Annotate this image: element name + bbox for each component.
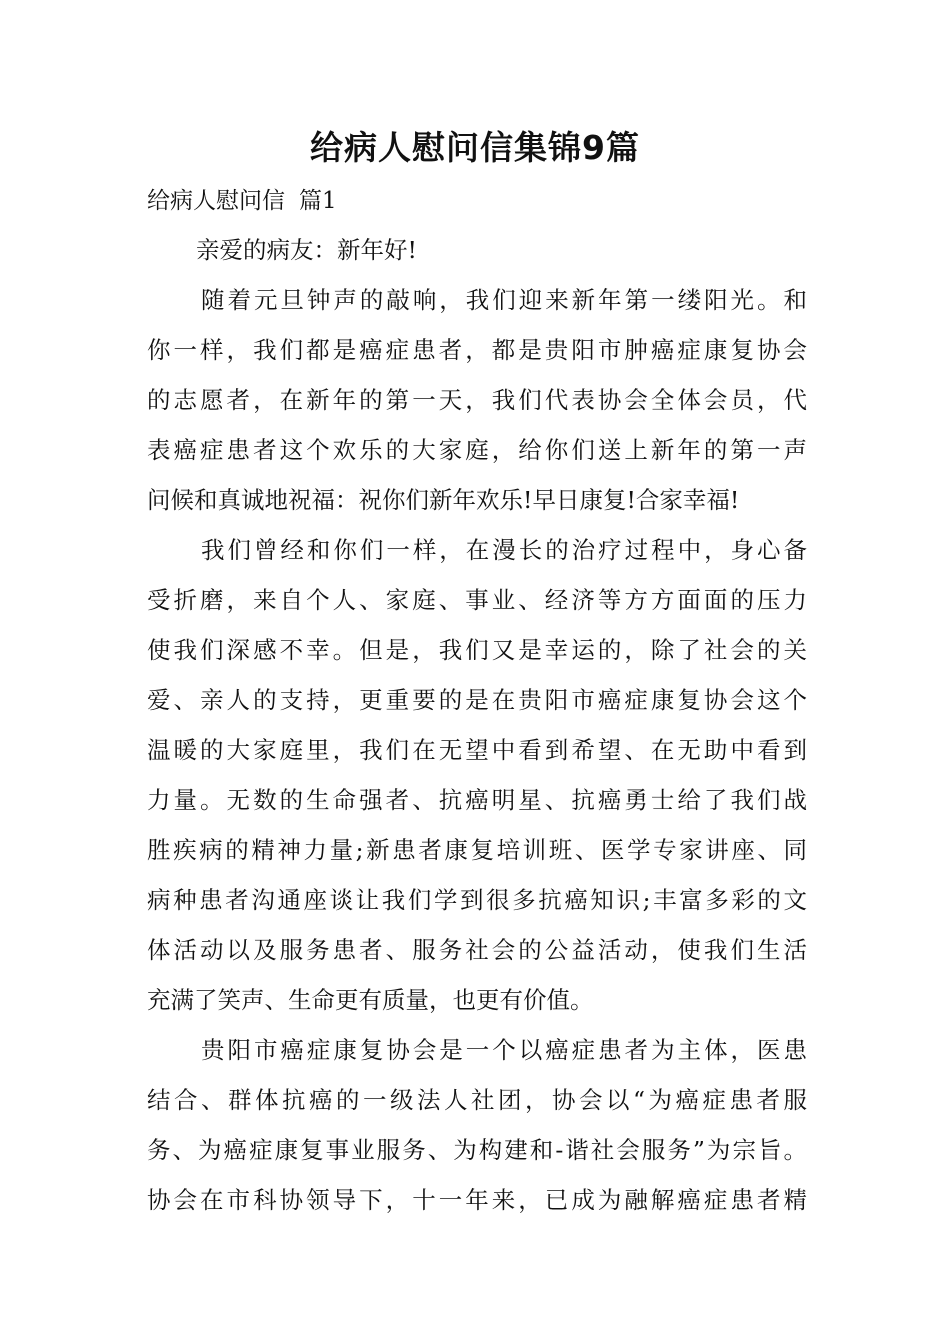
- paragraph: [147, 275, 807, 525]
- letter-greeting: 亲爱的病友：新年好!: [196, 236, 417, 264]
- paragraph-line: 问候和真诚地祝福：祝你们新年欢乐!早日康复!合家幸福!: [147, 486, 740, 514]
- document-title: 给病人慰问信集锦9篇: [310, 128, 640, 167]
- section-name: 给病人慰问信: [147, 188, 285, 214]
- paragraph-line: 的志愿者，在新年的第一天，我们代表协会全体会员，代: [147, 386, 807, 414]
- paragraph-line: 随着元旦钟声的敲响，我们迎来新年第一缕阳光。和: [201, 286, 807, 314]
- paragraph-line: 爱、亲人的支持，更重要的是在贵阳市癌症康复协会这个: [147, 686, 807, 714]
- paragraph-line: 力量。无数的生命强者、抗癌明星、抗癌勇士给了我们战: [147, 786, 807, 814]
- section-number: 篇1: [299, 188, 337, 214]
- paragraph-line: 充满了笑声、生命更有质量，也更有价值。: [147, 986, 594, 1014]
- paragraph: [147, 525, 807, 1025]
- paragraph-line: 结合、群体抗癌的一级法人社团，协会以“为癌症患者服: [147, 1086, 807, 1114]
- paragraph-line: 体活动以及服务患者、服务社会的公益活动，使我们生活: [147, 936, 807, 964]
- section-heading: [147, 181, 337, 221]
- paragraph-line: 病种患者沟通座谈让我们学到很多抗癌知识;丰富多彩的文: [147, 886, 807, 914]
- paragraph-line: 我们曾经和你们一样，在漫长的治疗过程中，身心备: [201, 536, 807, 564]
- paragraph-line: 协会在市科协领导下，十一年来，已成为融解癌症患者精: [147, 1186, 807, 1214]
- paragraph-line: 表癌症患者这个欢乐的大家庭，给你们送上新年的第一声: [147, 436, 807, 464]
- paragraph-line: 受折磨，来自个人、家庭、事业、经济等方方面面的压力: [147, 586, 807, 614]
- paragraph: [147, 1025, 807, 1225]
- paragraph-line: 温暖的大家庭里，我们在无望中看到希望、在无助中看到: [147, 736, 807, 764]
- paragraph-line: 使我们深感不幸。但是，我们又是幸运的，除了社会的关: [147, 636, 807, 664]
- paragraph-line: 你一样，我们都是癌症患者，都是贵阳市肿癌症康复协会: [147, 336, 807, 364]
- paragraph-line: 贵阳市癌症康复协会是一个以癌症患者为主体，医患: [201, 1036, 807, 1064]
- paragraph-line: 胜疾病的精神力量;新患者康复培训班、医学专家讲座、同: [147, 836, 807, 864]
- paragraph-line: 务、为癌症康复事业服务、为构建和-谐社会服务”为宗旨。: [147, 1136, 807, 1164]
